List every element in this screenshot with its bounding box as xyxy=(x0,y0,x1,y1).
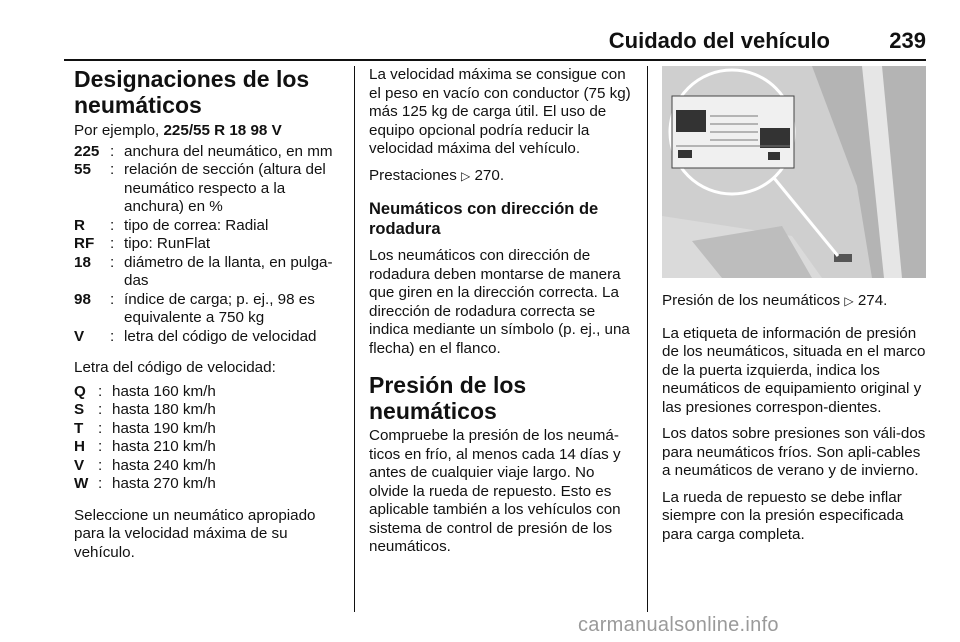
definition-separator: : xyxy=(110,235,115,252)
heading-designaciones: Designaciones de los neumáticos xyxy=(74,66,310,118)
definition-term: 18 xyxy=(74,253,91,271)
prestaciones-text: Prestaciones xyxy=(369,166,462,184)
definition-term: 98 xyxy=(74,290,91,308)
definition-term: Q xyxy=(74,382,86,400)
definition-description: hasta 190 km/h xyxy=(112,419,216,437)
definition-separator: : xyxy=(110,253,115,271)
definition-term: S xyxy=(74,401,85,418)
definition-description: hasta 180 km/h xyxy=(112,401,216,418)
definition-term: V xyxy=(74,456,85,474)
heading-direccion-rodadura: Neumáticos con dirección de rodadura xyxy=(369,200,599,238)
speed-list xyxy=(74,383,346,494)
definition-separator: : xyxy=(110,327,115,345)
designations-list xyxy=(74,143,346,347)
page-ref-arrow-icon: ▷ xyxy=(844,294,854,308)
prestaciones-ref xyxy=(369,167,635,186)
column-divider xyxy=(647,66,648,612)
page-number: 239 xyxy=(889,28,926,53)
definition-separator: : xyxy=(110,290,115,308)
watermark-text: carmanualsonline.info xyxy=(578,614,779,636)
section-title: Cuidado del vehículo xyxy=(608,28,830,53)
definition-description: anchura del neumático, en mm xyxy=(124,142,333,160)
definition-row xyxy=(74,143,346,162)
definition-row xyxy=(74,235,346,254)
definition-description: diámetro de la llanta, en pulga-das xyxy=(124,253,333,289)
definition-term: T xyxy=(74,419,84,437)
paragraph-etiqueta: La etiqueta de información de presión de los neumáticos, situada en el marco de la puerta izquierda, indica los neumáticos de equipamiento original y las presiones correspon-dientes. xyxy=(662,324,926,416)
definition-description: hasta 240 km/h xyxy=(112,456,216,474)
page-header xyxy=(64,28,926,56)
definition-row xyxy=(74,457,346,476)
presion-page-link[interactable]: 274. xyxy=(857,292,888,309)
definition-description: hasta 210 km/h xyxy=(112,438,216,455)
presion-ref-text: Presión de los neumáticos xyxy=(662,292,845,309)
definition-description: tipo de correa: Radial xyxy=(124,216,269,234)
paragraph-datos: Los datos sobre presiones son váli-dos para neumáticos fríos. Son apli-cables a neumáticos de verano y de invierno. xyxy=(662,425,926,479)
definition-description: tipo: RunFlat xyxy=(124,235,211,252)
definition-separator: : xyxy=(98,438,103,455)
tire-pressure-label-illustration xyxy=(662,66,926,278)
definition-separator: : xyxy=(98,401,103,418)
definition-term: H xyxy=(74,438,85,455)
definition-row xyxy=(74,420,346,439)
paragraph-presion: Compruebe la presión de los neumá-ticos en frío, al menos cada 14 días y antes de cualquier viaje largo. No olvide la rueda de repuesto. Esto es aplicable también a los vehículos con sistema de control de presión de los neumáticos. xyxy=(369,427,621,555)
definition-separator: : xyxy=(98,382,103,400)
column-middle xyxy=(369,66,635,565)
definition-term: 225 xyxy=(74,142,100,160)
definition-description: hasta 160 km/h xyxy=(112,382,216,400)
definition-row xyxy=(74,401,346,420)
definition-term: RF xyxy=(74,235,95,252)
definition-description: índice de carga; p. ej., 98 es equivalente a 750 kg xyxy=(124,290,315,326)
column-left xyxy=(74,66,346,570)
prestaciones-page-link[interactable]: 270. xyxy=(474,166,505,184)
presion-ref xyxy=(662,292,926,311)
definition-row xyxy=(74,383,346,402)
closing-paragraph: Seleccione un neumático apropiado para la velocidad máxima de su vehículo. xyxy=(74,506,316,561)
example-prefix: Por ejemplo, xyxy=(74,122,164,139)
definition-separator: : xyxy=(110,161,115,178)
definition-description: relación de sección (altura del neumático respecto a la anchura) en % xyxy=(124,161,326,215)
definition-term: 55 xyxy=(74,161,91,178)
paragraph-direccion: Los neumáticos con dirección de rodadura deben montarse de manera que giren en la dirección correcta. La dirección de rodadura correcta se indica mediante un símbolo (p. ej., una flecha) en el flanco. xyxy=(369,247,630,357)
speed-intro: Letra del código de velocidad: xyxy=(74,359,276,376)
example-code: 225/55 R 18 98 V xyxy=(163,122,282,139)
definition-row xyxy=(74,438,346,457)
page-ref-arrow-icon: ▷ xyxy=(461,168,471,183)
definition-row xyxy=(74,254,346,291)
definition-description: hasta 270 km/h xyxy=(112,475,216,492)
definition-row xyxy=(74,328,346,347)
definition-separator: : xyxy=(110,142,115,160)
door-frame-photo-icon xyxy=(662,66,926,278)
header-rule xyxy=(64,59,926,61)
definition-separator: : xyxy=(98,475,103,492)
example-line xyxy=(74,122,346,141)
definition-term: R xyxy=(74,216,85,234)
definition-term: W xyxy=(74,475,89,492)
definition-row xyxy=(74,291,346,328)
definition-row xyxy=(74,475,346,494)
paragraph-repuesto: La rueda de repuesto se debe inflar siempre con la presión especificada para carga completa. xyxy=(662,488,904,543)
heading-presion: Presión de los neumáticos xyxy=(369,372,527,424)
paragraph-velocidad: La velocidad máxima se consigue con el peso en vacío con conductor (75 kg) más 125 kg de carga útil. El uso de equipo opcional podría reducir la velocidad máxima del vehículo. xyxy=(369,66,631,157)
definition-row xyxy=(74,217,346,236)
definition-separator: : xyxy=(98,419,103,437)
column-right xyxy=(662,292,926,552)
definition-description: letra del código de velocidad xyxy=(124,327,317,345)
column-divider xyxy=(354,66,355,612)
definition-separator: : xyxy=(98,456,103,474)
definition-term: V xyxy=(74,327,85,345)
definition-separator: : xyxy=(110,216,115,234)
definition-row xyxy=(74,161,346,217)
